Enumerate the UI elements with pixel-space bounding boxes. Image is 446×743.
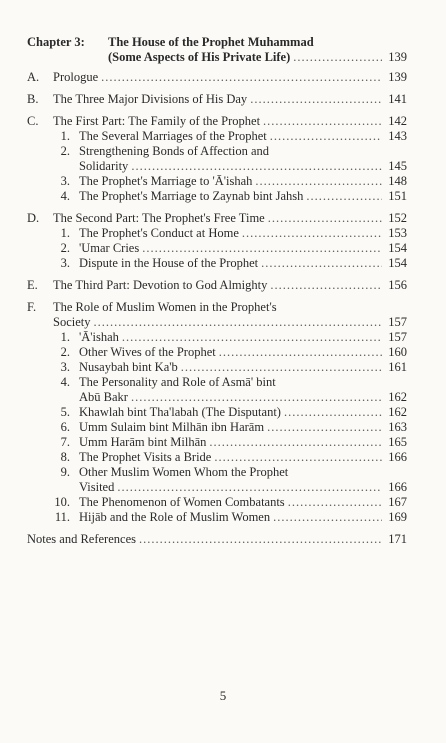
toc-page-number: 157 — [388, 330, 407, 344]
toc-page-number: 163 — [388, 420, 407, 434]
dot-leader — [255, 174, 382, 189]
toc-page-number: 160 — [388, 345, 407, 359]
toc-page-number: 151 — [388, 189, 407, 203]
chapter-title: The House of the Prophet Muhammad — [108, 35, 314, 49]
item-number: 1. — [60, 226, 70, 240]
item-title: The Phenomenon of Women Combatants — [79, 495, 285, 509]
dot-leader — [139, 532, 382, 547]
section-title: Society — [53, 315, 91, 329]
toc-row — [27, 114, 407, 129]
section-letter: E. — [27, 278, 38, 292]
dot-leader — [242, 226, 382, 241]
item-number: 2. — [60, 241, 70, 255]
toc-page-number: 167 — [388, 495, 407, 509]
dot-leader — [306, 189, 382, 204]
toc-row — [27, 480, 407, 495]
dot-leader — [181, 360, 382, 375]
section-gap — [27, 293, 407, 300]
item-number: 8. — [60, 450, 70, 464]
toc-row — [27, 159, 407, 174]
dot-leader — [284, 405, 382, 420]
toc-list — [27, 70, 407, 547]
toc-row — [27, 435, 407, 450]
toc-row — [27, 450, 407, 465]
toc-row — [27, 174, 407, 189]
toc-page-number: 142 — [388, 114, 407, 128]
dot-leader — [267, 420, 382, 435]
page-number: 5 — [219, 688, 227, 703]
toc-row — [27, 510, 407, 525]
item-number: 1. — [60, 129, 70, 143]
chapter-page: 139 — [388, 50, 407, 64]
toc-page-number: 152 — [388, 211, 407, 225]
section-title: The Second Part: The Prophet's Free Time — [53, 211, 265, 225]
item-title: Strengthening Bonds of Affection and — [79, 144, 270, 158]
toc-row — [27, 92, 407, 107]
toc-row — [27, 390, 407, 405]
item-indent — [27, 390, 79, 405]
toc-row — [27, 330, 407, 345]
toc-page-number: 161 — [388, 360, 407, 374]
section-letter: D. — [27, 211, 40, 225]
notes-page: 171 — [388, 532, 407, 546]
dot-leader — [219, 345, 382, 360]
dot-leader — [117, 480, 382, 495]
section-letter: B. — [27, 92, 39, 106]
dot-leader — [261, 256, 382, 271]
section-gap — [27, 85, 407, 92]
chapter-subtitle: (Some Aspects of His Private Life) — [108, 50, 291, 64]
toc-page-number: 169 — [388, 510, 407, 524]
dot-leader — [131, 159, 382, 174]
item-title: Visited — [79, 480, 115, 494]
item-number: 5. — [60, 405, 70, 419]
section-title: Prologue — [53, 70, 99, 84]
item-indent — [27, 480, 79, 495]
item-title: The Prophet's Marriage to 'Ā'ishah — [79, 174, 253, 188]
item-number: 3. — [60, 174, 70, 188]
section-letter: A. — [27, 70, 40, 84]
item-title: Umm Sulaim bint Milhān ibn Harām — [79, 420, 265, 434]
section-title: The Third Part: Devotion to God Almighty — [53, 278, 268, 292]
toc-row — [27, 144, 407, 159]
dot-leader — [270, 129, 382, 144]
notes-title: Notes and References — [27, 532, 136, 546]
item-number: 4. — [60, 189, 70, 203]
item-title: Other Muslim Women Whom the Prophet — [79, 465, 289, 479]
toc-page-number: 154 — [388, 256, 407, 270]
dot-leader — [94, 315, 383, 330]
item-title: Abū Bakr — [79, 390, 128, 404]
dot-leader — [273, 510, 382, 525]
item-title: Solidarity — [79, 159, 129, 173]
item-number: 7. — [60, 435, 70, 449]
toc-row — [27, 129, 407, 144]
toc-page-number: 154 — [388, 241, 407, 255]
item-title: Khawlah bint Tha'labah (The Disputant) — [79, 405, 281, 419]
item-title: Nusaybah bint Ka'b — [79, 360, 178, 374]
item-title: 'Umar Cries — [79, 241, 140, 255]
toc-row — [27, 420, 407, 435]
dot-leader — [101, 70, 382, 85]
section-title: The Role of Muslim Women in the Prophet's — [53, 300, 277, 314]
item-title: The Several Marriages of the Prophet — [79, 129, 267, 143]
item-number: 11. — [54, 510, 70, 524]
toc-row — [27, 226, 407, 241]
toc-page-number: 166 — [388, 480, 407, 494]
item-title: The Prophet's Marriage to Zaynab bint Jahsh — [79, 189, 304, 203]
item-title: Dispute in the House of the Prophet — [79, 256, 259, 270]
item-number: 2. — [60, 144, 70, 158]
chapter-heading — [27, 35, 407, 65]
dot-leader — [268, 211, 382, 226]
item-number: 2. — [60, 345, 70, 359]
item-number: 3. — [60, 360, 70, 374]
dot-leader — [293, 50, 382, 65]
section-gap — [27, 107, 407, 114]
toc-row — [27, 256, 407, 271]
item-number: 4. — [60, 375, 70, 389]
toc-row — [27, 70, 407, 85]
toc-row — [27, 345, 407, 360]
item-title: The Prophet's Conduct at Home — [79, 226, 239, 240]
toc-page-number: 139 — [388, 70, 407, 84]
toc-page-number: 162 — [388, 390, 407, 404]
toc-row — [27, 375, 407, 390]
toc-row — [27, 278, 407, 293]
toc-row — [27, 241, 407, 256]
section-title: The First Part: The Family of the Prophet — [53, 114, 261, 128]
section-gap — [27, 204, 407, 211]
section-letter: C. — [27, 114, 39, 128]
toc-page-number: 148 — [388, 174, 407, 188]
toc-page-number: 166 — [388, 450, 407, 464]
toc-page-number: 157 — [388, 315, 407, 329]
toc-page-number: 145 — [388, 159, 407, 173]
toc-row-notes — [27, 532, 407, 547]
dot-leader — [250, 92, 382, 107]
section-letter: F. — [27, 300, 37, 314]
chapter-label: Chapter 3: — [27, 35, 85, 49]
dot-leader — [288, 495, 382, 510]
dot-leader — [214, 450, 382, 465]
dot-leader — [263, 114, 382, 129]
toc-page-number: 156 — [388, 278, 407, 292]
toc-row — [27, 465, 407, 480]
toc-page-number: 141 — [388, 92, 407, 106]
section-title: The Three Major Divisions of His Day — [53, 92, 248, 106]
item-indent — [27, 159, 79, 174]
section-indent — [27, 315, 53, 330]
toc-row — [27, 189, 407, 204]
toc-row — [27, 211, 407, 226]
toc-row — [27, 495, 407, 510]
item-number: 9. — [60, 465, 70, 479]
toc-page-number: 143 — [388, 129, 407, 143]
section-gap — [27, 271, 407, 278]
item-title: 'Ā'ishah — [79, 330, 119, 344]
item-number: 10. — [54, 495, 70, 509]
item-title: Other Wives of the Prophet — [79, 345, 216, 359]
toc-page-number: 162 — [388, 405, 407, 419]
dot-leader — [131, 390, 382, 405]
dot-leader — [122, 330, 382, 345]
item-title: Umm Harām bint Milhān — [79, 435, 207, 449]
toc-page-number: 165 — [388, 435, 407, 449]
item-title: The Personality and Role of Asmā' bint — [79, 375, 276, 389]
section-gap — [27, 525, 407, 532]
toc-row — [27, 405, 407, 420]
item-number: 1. — [60, 330, 70, 344]
item-title: The Prophet Visits a Bride — [79, 450, 212, 464]
dot-leader — [142, 241, 382, 256]
toc-row — [27, 360, 407, 375]
toc-page-number: 153 — [388, 226, 407, 240]
dot-leader — [209, 435, 382, 450]
toc-row — [27, 300, 407, 315]
toc-row — [27, 315, 407, 330]
item-number: 6. — [60, 420, 70, 434]
dot-leader — [270, 278, 382, 293]
item-number: 3. — [60, 256, 70, 270]
item-title: Hijāb and the Role of Muslim Women — [79, 510, 271, 524]
